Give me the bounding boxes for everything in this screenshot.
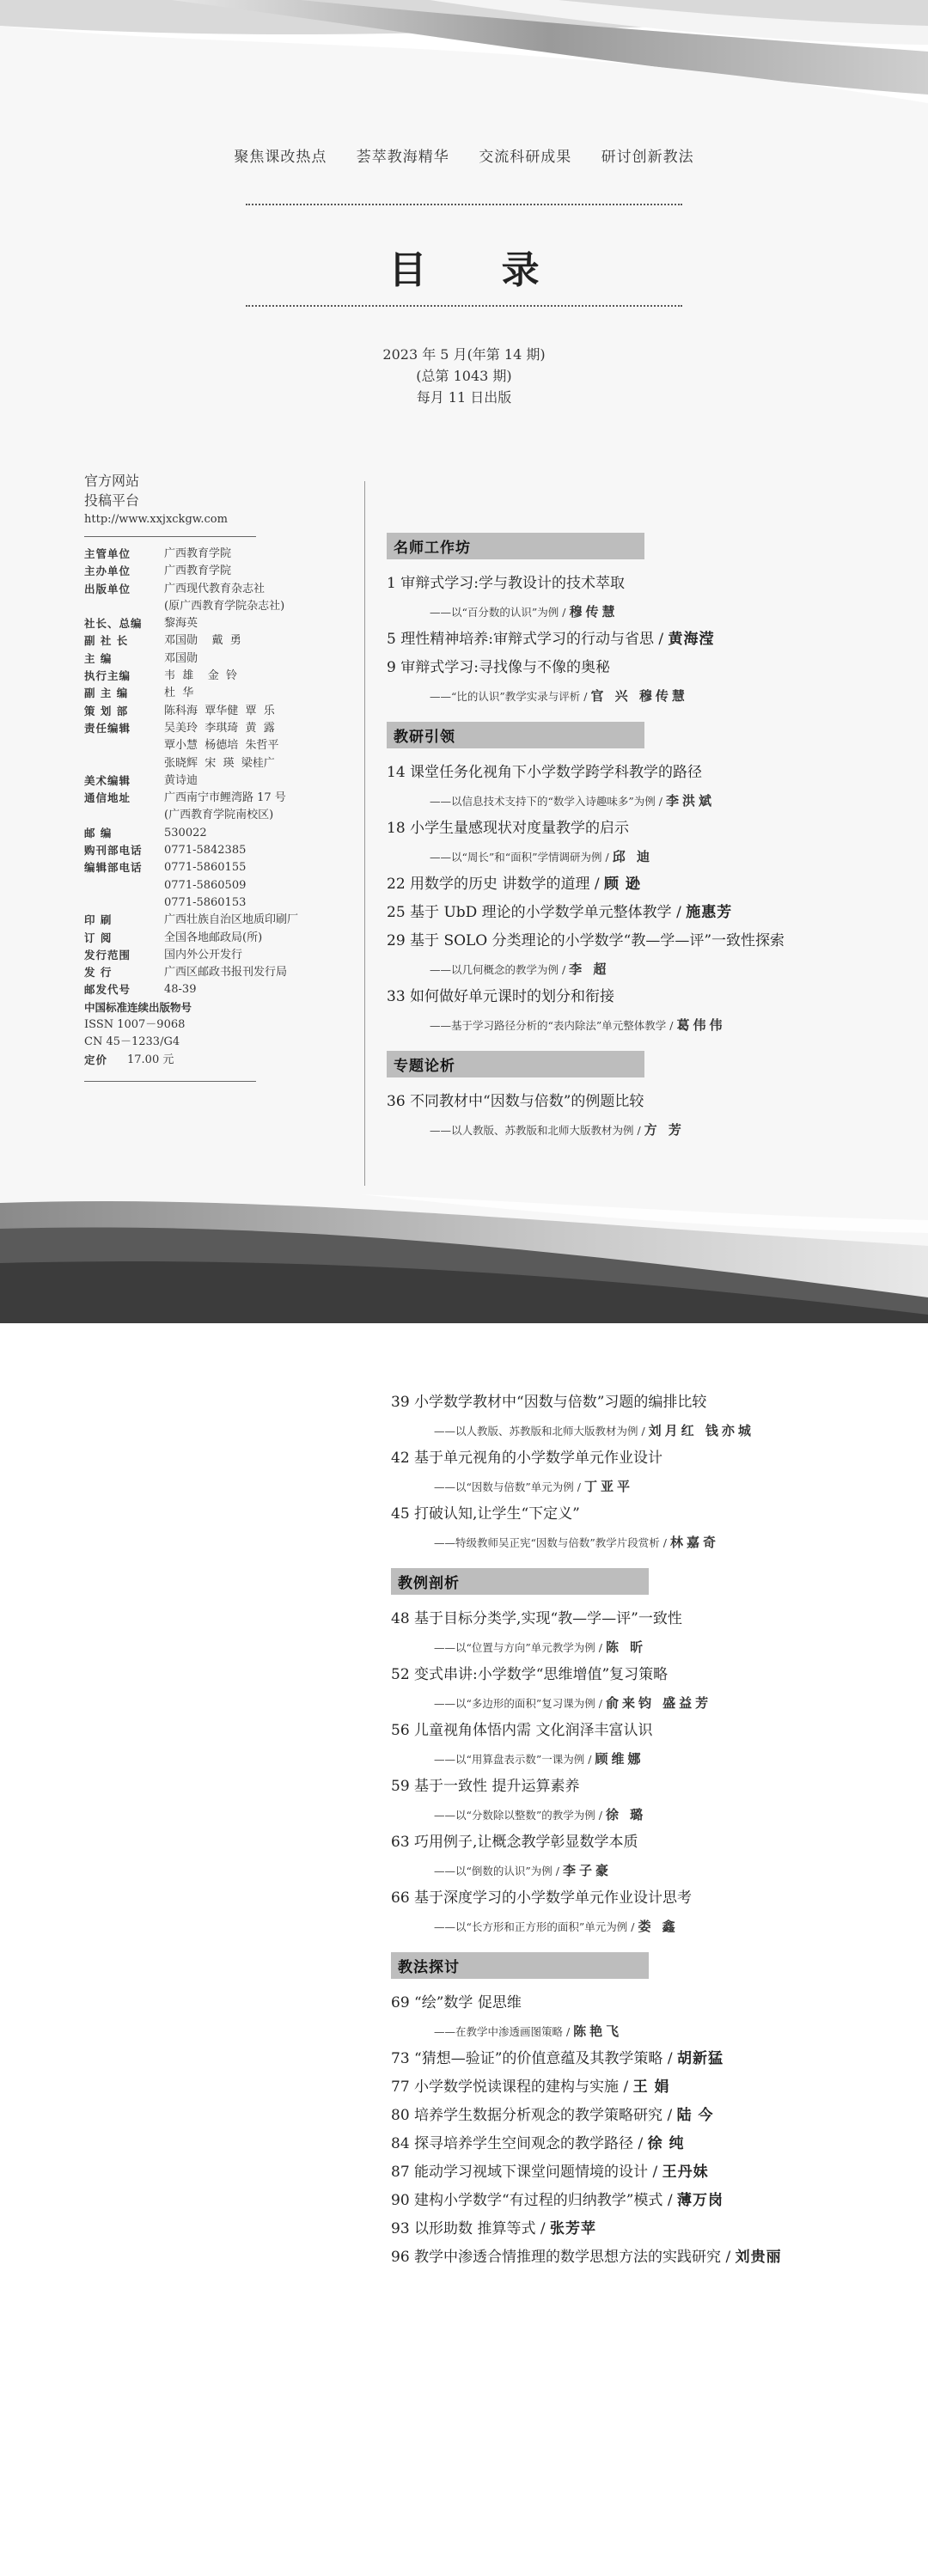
colophon-row bbox=[84, 790, 333, 807]
colophon-label: 主 编 bbox=[84, 651, 113, 665]
column-divider bbox=[364, 481, 365, 1186]
colophon-value: (原广西教育学院杂志社) bbox=[164, 599, 285, 613]
colophon-row bbox=[84, 877, 333, 894]
toc-entry[interactable] bbox=[391, 2219, 782, 2239]
colophon-value: 邓国勋 戴 勇 bbox=[164, 634, 241, 648]
colophon-rows bbox=[84, 546, 333, 999]
colophon-value: 广西教育学院 bbox=[164, 565, 232, 578]
toc-entry-title: 90 建构小学数学“有过程的归纳教学”模式 / 薄万岗 bbox=[391, 2192, 723, 2209]
toc-entry-author: 邱 迪 bbox=[612, 849, 653, 864]
slogan-2: 荟萃教海精华 bbox=[356, 149, 449, 166]
toc-entry-title: 33 如何做好单元课时的划分和衔接 bbox=[387, 988, 615, 1005]
toc-entry[interactable] bbox=[391, 2190, 782, 2211]
toc-entry-author: 俞来钧 盛益芳 bbox=[605, 1695, 712, 1711]
colophon-row bbox=[84, 894, 333, 912]
colophon-value: 0771-5860153 bbox=[164, 895, 247, 909]
colophon-row bbox=[84, 930, 333, 947]
colophon-value: 广西区邮政书报刊发行局 bbox=[164, 966, 288, 980]
toc-entry[interactable] bbox=[387, 762, 785, 811]
colophon-label bbox=[84, 755, 164, 772]
colophon-row bbox=[84, 964, 333, 981]
toc-entry-title: 73 “猜想—验证”的价值意蕴及其教学策略 / 胡新猛 bbox=[391, 2050, 723, 2067]
header-swoosh-graphic bbox=[0, 0, 928, 112]
toc-entry-title: 80 培养学生数据分析观念的教学策略研究 / 陆 今 bbox=[391, 2107, 714, 2124]
colophon-value: 广西现代教育杂志社 bbox=[164, 582, 266, 595]
toc-entry[interactable] bbox=[391, 2247, 782, 2268]
colophon-value: 530022 bbox=[164, 826, 207, 839]
toc-entry[interactable] bbox=[391, 2133, 782, 2154]
page-title: 目 录 bbox=[388, 248, 571, 292]
toc-entry-title: 84 探寻培养学生空间观念的教学路径 / 徐 纯 bbox=[391, 2135, 685, 2152]
toc-entry-subtitle: ——以几何概念的教学为例 / 李 超 bbox=[430, 961, 610, 977]
colophon-value: 杜 华 bbox=[164, 687, 194, 700]
toc-entry-author: 李子豪 bbox=[562, 1863, 612, 1878]
colophon-value: 邓国勋 bbox=[164, 651, 198, 665]
toc-entry-title: 87 能动学习视域下课堂问题情境的设计 / 王丹妹 bbox=[391, 2164, 709, 2181]
toc-entry-subtitle: ——以“位置与方向”单元教学为例 / 陈 昕 bbox=[434, 1639, 647, 1655]
submission-platform-label: 投稿平台 bbox=[84, 492, 140, 509]
colophon-value: 0771-5860509 bbox=[164, 878, 247, 892]
toc-page1-sections bbox=[387, 533, 785, 1147]
toc-entry-subtitle: ——以人教版、苏教版和北师大版教材为例 / 刘月红 钱亦城 bbox=[434, 1423, 754, 1438]
colophon-label: 社长、总编 bbox=[84, 617, 143, 631]
toc-entry-author: 陈艳飞 bbox=[573, 2024, 623, 2039]
toc-entry-author: 徐 璐 bbox=[605, 1807, 647, 1822]
toc-entry[interactable] bbox=[391, 2162, 782, 2182]
toc-entry-author: 王丹妹 bbox=[662, 2164, 709, 2181]
colophon-row bbox=[84, 685, 333, 702]
price-row bbox=[84, 1052, 333, 1069]
slogan-1: 聚焦课改热点 bbox=[234, 149, 327, 166]
toc-entry-title: 1 审辩式学习:学与教设计的技术萃取 bbox=[387, 575, 625, 592]
toc-entry-author: 胡新猛 bbox=[676, 2050, 723, 2067]
colophon-value: 0771-5842385 bbox=[164, 844, 247, 858]
toc-entry[interactable] bbox=[387, 657, 785, 706]
toc-entry[interactable] bbox=[391, 1664, 782, 1713]
toc-entry-title: 66 基于深度学习的小学数学单元作业设计思考 bbox=[391, 1889, 693, 1907]
toc-entry[interactable] bbox=[387, 629, 785, 650]
toc-entry[interactable] bbox=[387, 902, 785, 923]
toc-entry-title: 48 基于目标分类学,实现“教—学—评”一致性 bbox=[391, 1610, 682, 1627]
toc-entry-author: 丁亚平 bbox=[583, 1479, 633, 1494]
toc-entry-title: 59 基于一致性 提升运算素养 bbox=[391, 1778, 580, 1795]
toc-entry-title: 9 审辩式学习:寻找像与不像的奥秘 bbox=[387, 659, 610, 676]
toc-entry[interactable] bbox=[391, 1993, 782, 2042]
colophon-label: 责任编辑 bbox=[84, 721, 131, 735]
official-site-label: 官方网站 bbox=[84, 473, 140, 489]
toc-entry-subtitle: ——以“百分数的认识”为例 / 穆传慧 bbox=[430, 604, 619, 620]
colophon-row bbox=[84, 772, 333, 790]
colophon-row bbox=[84, 737, 333, 754]
section-heading: 教研引领 bbox=[387, 722, 644, 748]
section-heading: 名师工作坊 bbox=[387, 533, 644, 559]
toc-entry-author: 李洪斌 bbox=[665, 793, 715, 809]
colophon-value: 吴美玲 李琪琦 黄 露 bbox=[164, 721, 275, 735]
toc-entry-author: 顾 逊 bbox=[603, 876, 641, 893]
issue-info bbox=[0, 344, 928, 408]
colophon-value: 黎海英 bbox=[164, 617, 198, 631]
toc-entry-title: 29 基于 SOLO 分类理论的小学数学“教—学—评”一致性探索 bbox=[387, 932, 785, 949]
colophon-label: 通信地址 bbox=[84, 791, 131, 805]
colophon-label: 主管单位 bbox=[84, 547, 131, 560]
toc-entry[interactable] bbox=[391, 1832, 782, 1881]
colophon-label: 发行范围 bbox=[84, 948, 131, 961]
slogan-line bbox=[0, 144, 928, 166]
toc-entry-author: 薄万岗 bbox=[676, 2192, 723, 2209]
toc-entry-subtitle: ——“比的认识”教学实录与评析 / 官 兴 穆传慧 bbox=[430, 688, 688, 704]
colophon-row bbox=[84, 825, 333, 842]
toc-entry-author: 陈 昕 bbox=[605, 1639, 647, 1655]
toc-entry-author: 陆 今 bbox=[676, 2107, 714, 2124]
toc-page2-sections bbox=[391, 1392, 782, 2275]
section-heading: 专题论析 bbox=[387, 1051, 644, 1077]
colophon-row bbox=[84, 807, 333, 824]
toc-entry[interactable] bbox=[391, 1504, 782, 1553]
toc-entry-title: 18 小学生量感现状对度量教学的启示 bbox=[387, 820, 630, 837]
colophon-value: 陈科海 覃华健 覃 乐 bbox=[164, 704, 275, 717]
colophon-row bbox=[84, 859, 333, 876]
colophon-label: 出版单位 bbox=[84, 582, 131, 595]
toc-entry[interactable] bbox=[391, 1392, 782, 1441]
site-url-link[interactable]: http://www.xxjxckgw.com bbox=[84, 513, 228, 526]
colophon-label: 购刊部电话 bbox=[84, 844, 143, 858]
colophon-row bbox=[84, 912, 333, 929]
toc-entry-author: 施惠芳 bbox=[686, 904, 733, 921]
toc-entry-title: 39 小学数学教材中“因数与倍数”习题的编排比较 bbox=[391, 1394, 707, 1411]
colophon-value: 0771-5860155 bbox=[164, 861, 247, 875]
colophon bbox=[84, 471, 333, 1082]
serial-number-label: 中国标准连续出版物号 bbox=[84, 1000, 192, 1014]
toc-entry[interactable] bbox=[387, 931, 785, 980]
toc-entry-subtitle: ——以“多边形的面积”复习课为例 / 俞来钧 盛益芳 bbox=[434, 1695, 712, 1711]
colophon-row bbox=[84, 581, 333, 598]
colophon-label: 主办单位 bbox=[84, 565, 131, 578]
colophon-label bbox=[84, 598, 164, 615]
issue-publish-day: 每月 11 日出版 bbox=[416, 389, 512, 406]
dotted-divider-bottom bbox=[246, 305, 682, 307]
colophon-label bbox=[84, 894, 164, 912]
toc-entry[interactable] bbox=[391, 1448, 782, 1497]
toc-entry-title: 69 “绘”数学 促思维 bbox=[391, 1994, 522, 2011]
toc-entry-author: 王 娟 bbox=[632, 2079, 670, 2096]
toc-entry-author: 官 兴 穆传慧 bbox=[590, 688, 688, 704]
colophon-label: 策 划 部 bbox=[84, 704, 129, 717]
toc-entry-subtitle: ——以“因数与倍数”单元为例 / 丁亚平 bbox=[434, 1479, 633, 1494]
colophon-label: 发 行 bbox=[84, 966, 113, 980]
toc-entry-title: 45 打破认知,让学生“下定义” bbox=[391, 1505, 580, 1523]
dotted-divider-top bbox=[246, 204, 682, 205]
toc-entry-title: 25 基于 UbD 理论的小学数学单元整体教学 / 施惠芳 bbox=[387, 904, 733, 921]
colophon-row bbox=[84, 615, 333, 632]
colophon-row bbox=[84, 981, 333, 998]
colophon-label: 美术编辑 bbox=[84, 773, 131, 787]
toc-entry[interactable] bbox=[391, 1608, 782, 1657]
colophon-value: 黄诗迪 bbox=[164, 773, 198, 787]
toc-entry[interactable] bbox=[387, 986, 785, 1035]
colophon-value: (广西教育学院南校区) bbox=[164, 809, 274, 822]
colophon-row bbox=[84, 842, 333, 859]
toc-entry[interactable] bbox=[387, 874, 785, 894]
colophon-label: 副 社 长 bbox=[84, 634, 129, 648]
colophon-divider bbox=[84, 536, 256, 537]
price-label: 定价 bbox=[84, 1053, 108, 1066]
toc-entry-title: 96 教学中渗透合情推理的数学思想方法的实践研究 / 刘贵丽 bbox=[391, 2249, 782, 2266]
toc-entry[interactable] bbox=[391, 2105, 782, 2126]
toc-entry-subtitle: ——以“用算盘表示数”一课为例 / 顾维娜 bbox=[434, 1751, 644, 1767]
toc-entry-title: 63 巧用例子,让概念教学彰显数学本质 bbox=[391, 1834, 638, 1851]
colophon-value: 张晓辉 宋 瑛 梁桂广 bbox=[164, 756, 275, 770]
colophon-row bbox=[84, 755, 333, 772]
toc-entry[interactable] bbox=[387, 573, 785, 622]
toc-entry-author: 顾维娜 bbox=[595, 1751, 644, 1767]
toc-entry[interactable] bbox=[391, 1888, 782, 1937]
colophon-value: 广西教育学院 bbox=[164, 547, 232, 560]
toc-entry-author: 葛伟伟 bbox=[676, 1017, 726, 1033]
toc-entry-subtitle: ——以信息技术支持下的“数学入诗趣味多”为例 / 李洪斌 bbox=[430, 793, 715, 809]
toc-entry[interactable] bbox=[391, 2048, 782, 2069]
colophon-value: 全国各地邮政局(所) bbox=[164, 931, 263, 944]
toc-entry-author: 徐 纯 bbox=[647, 2135, 685, 2152]
toc-entry-author: 李 超 bbox=[569, 961, 610, 977]
colophon-row bbox=[84, 650, 333, 668]
toc-entry-title: 93 以形助数 推算等式 / 张芳苹 bbox=[391, 2220, 596, 2237]
toc-entry-subtitle: ——在教学中渗透画图策略 / 陈艳飞 bbox=[434, 2024, 623, 2039]
toc-entry-subtitle: ——以“长方形和正方形的面积”单元为例 / 娄 鑫 bbox=[434, 1919, 679, 1934]
toc-entry-author: 方 芳 bbox=[644, 1122, 685, 1138]
toc-entry-author: 张芳苹 bbox=[549, 2220, 596, 2237]
colophon-label: 订 阅 bbox=[84, 931, 113, 944]
issue-date: 2023 年 5 月(年第 14 期) bbox=[382, 346, 546, 363]
toc-entry-title: 22 用数学的历史 讲数学的道理 / 顾 逊 bbox=[387, 876, 641, 893]
colophon-row bbox=[84, 598, 333, 615]
colophon-label: 邮发代号 bbox=[84, 983, 131, 997]
footer-swoosh-graphic bbox=[0, 1169, 928, 1323]
colophon-row bbox=[84, 668, 333, 685]
toc-entry[interactable] bbox=[391, 2077, 782, 2097]
toc-entry[interactable] bbox=[387, 1091, 785, 1140]
toc-entry[interactable] bbox=[387, 818, 785, 867]
colophon-value: 48-39 bbox=[164, 983, 197, 997]
cn-number: CN 45－1233/G4 bbox=[84, 1035, 180, 1049]
toc-entry[interactable] bbox=[391, 1776, 782, 1825]
toc-entry-subtitle: ——以“分数除以整数”的教学为例 / 徐 璐 bbox=[434, 1807, 647, 1822]
section-heading: 教法探讨 bbox=[391, 1952, 649, 1979]
toc-entry-author: 娄 鑫 bbox=[638, 1919, 679, 1934]
toc-entry-subtitle: ——特级教师吴正宪“因数与倍数”教学片段赏析 / 林嘉奇 bbox=[434, 1535, 719, 1550]
colophon-label: 副 主 编 bbox=[84, 687, 129, 700]
toc-entry-title: 56 儿童视角体悟内需 文化润泽丰富认识 bbox=[391, 1722, 653, 1739]
toc-entry-title: 42 基于单元视角的小学数学单元作业设计 bbox=[391, 1450, 663, 1467]
issn: ISSN 1007－9068 bbox=[84, 1018, 186, 1032]
toc-entry-subtitle: ——基于学习路径分析的“表内除法”单元整体教学 / 葛伟伟 bbox=[430, 1017, 726, 1033]
colophon-label bbox=[84, 807, 164, 824]
toc-entry-title: 52 变式串讲:小学数学“思维增值”复习策略 bbox=[391, 1666, 669, 1683]
price-value: 17.00 元 bbox=[127, 1053, 174, 1066]
colophon-value: 广西南宁市鲤湾路 17 号 bbox=[164, 791, 286, 805]
colophon-label: 邮 编 bbox=[84, 826, 113, 839]
toc-entry-subtitle: ——以人教版、苏教版和北师大版教材为例 / 方 芳 bbox=[430, 1122, 685, 1138]
colophon-row bbox=[84, 703, 333, 720]
toc-page-2 bbox=[0, 1323, 928, 2576]
colophon-row bbox=[84, 720, 333, 737]
colophon-value: 广西壮族自治区地质印刷厂 bbox=[164, 913, 299, 927]
toc-entry-author: 刘月红 钱亦城 bbox=[648, 1423, 754, 1438]
colophon-value: 国内外公开发行 bbox=[164, 948, 243, 961]
colophon-label bbox=[84, 877, 164, 894]
toc-entry-title: 36 不同教材中“因数与倍数”的例题比较 bbox=[387, 1093, 644, 1110]
toc-entry-author: 黄海滢 bbox=[668, 631, 715, 648]
colophon-value: 覃小慧 杨德培 朱哲平 bbox=[164, 739, 279, 753]
toc-entry-author: 刘贵丽 bbox=[735, 2249, 782, 2266]
toc-entry-title: 77 小学数学悦读课程的建构与实施 / 王 娟 bbox=[391, 2079, 670, 2096]
toc-entry-author: 林嘉奇 bbox=[669, 1535, 719, 1550]
toc-entry-subtitle: ——以“周长”和“面积”学情调研为例 / 邱 迪 bbox=[430, 849, 653, 864]
slogan-4: 研讨创新教法 bbox=[601, 149, 694, 166]
toc-entry-author: 穆传慧 bbox=[569, 604, 619, 620]
colophon-row bbox=[84, 632, 333, 650]
section-heading: 教例剖析 bbox=[391, 1568, 649, 1595]
toc-entry-title: 5 理性精神培养:审辩式学习的行动与省思 / 黄海滢 bbox=[387, 631, 715, 648]
colophon-label: 编辑部电话 bbox=[84, 861, 143, 875]
colophon-row bbox=[84, 563, 333, 580]
issue-total: (总第 1043 期) bbox=[416, 368, 512, 384]
colophon-label: 印 刷 bbox=[84, 913, 113, 927]
colophon-row bbox=[84, 947, 333, 964]
toc-entry-title: 14 课堂任务化视角下小学数学跨学科教学的路径 bbox=[387, 764, 703, 781]
colophon-value: 韦 雄 金 铃 bbox=[164, 669, 238, 683]
toc-entry-subtitle: ——以“倒数的认识”为例 / 李子豪 bbox=[434, 1863, 612, 1878]
slogan-3: 交流科研成果 bbox=[479, 149, 572, 166]
colophon-label: 执行主编 bbox=[84, 669, 131, 683]
toc-entry[interactable] bbox=[391, 1720, 782, 1769]
colophon-divider-bottom bbox=[84, 1081, 256, 1082]
colophon-label bbox=[84, 737, 164, 754]
colophon-row bbox=[84, 546, 333, 563]
